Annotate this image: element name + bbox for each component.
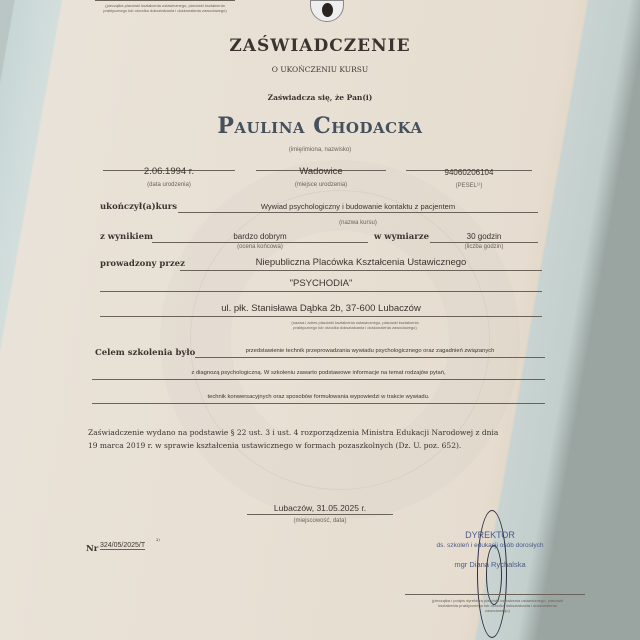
birth-place-caption: (miejsce urodzenia) [294, 182, 348, 188]
intro-text: Zaświadcza się, że Pan(i) [267, 93, 373, 102]
place-date: Lubaczów, 31.05.2025 r. [273, 503, 367, 513]
hours-label: w wymiarze [374, 232, 429, 242]
signature-caption: (pieczątka i podpis dyrektora placówki kształcenia ustawicznego, placówki kształcenia praktycznego lub ośrodka dokształcania i doskonalenia zawodowego) [431, 598, 564, 613]
goal-line-2: z diagnozą psychologiczną. W szkoleniu zawarto podstawowe informacje na temat rodzajów pytań, [191, 370, 446, 376]
course-name: Wywiad psychologiczny i budowanie kontaktu z pacjentem [260, 202, 456, 211]
director-name: mgr Diana Rychalska [454, 560, 526, 569]
name-caption: (imię/imiona, nazwisko) [288, 147, 352, 153]
birth-place: Wadowice [299, 166, 343, 177]
stamp-line [95, 0, 235, 1]
certificate-subtitle: O UKOŃCZENIU KURSU [271, 65, 369, 74]
pesel-caption: (PESEL¹⁾) [455, 183, 483, 189]
place-date-caption: (miejscowość, data) [293, 518, 347, 524]
result-label: z wynikiem [100, 232, 153, 242]
signature-loop-icon [486, 545, 502, 605]
person-name: Paulina Chodacka [217, 113, 423, 139]
birth-date: 2.06.1994 r. [143, 166, 195, 177]
result-caption: (ocena końcowa) [237, 244, 283, 250]
provider-address: ul. płk. Stanisława Dąbka 2b, 37-600 Lubaczów [221, 303, 421, 314]
birth-date-caption: (data urodzenia) [147, 182, 191, 188]
owl-logo [310, 0, 344, 22]
result-value: bardzo dobrym [233, 232, 287, 241]
provider-caption: (nazwa i adres placówki kształcenia ustawicznego, placówki kształcenia praktycznego lub ośrodka dokształcania i doskonalenia zawodowego) [291, 320, 419, 330]
provider-name: Niepubliczna Placówka Kształcenia Ustawicznego [255, 257, 467, 268]
hours-caption: (liczba godzin) [464, 244, 504, 250]
certificate-title: ZAŚWIADCZENIE [229, 36, 411, 56]
stamp-caption: (pieczątka placówki kształcenia ustawicznego, placówki kształcenia praktycznego lub ośrodka dokształcania i doskonalenia zawodowego) [103, 3, 227, 13]
provider-brand: "PSYCHODIA" [289, 278, 353, 289]
completed-label: ukończył(a)kurs [100, 202, 178, 212]
provider-label: prowadzony przez [100, 259, 185, 269]
goal-label: Celem szkolenia było [95, 348, 196, 358]
hours-value: 30 godzin [466, 232, 502, 241]
goal-line-3: technik konwersacyjnych oraz sposobów formułowania wypowiedzi w trakcie wywiadu. [207, 394, 430, 400]
director-department: ds. szkoleń i edukacji osób dorosłych [436, 542, 544, 549]
pesel: 94060206104 [444, 168, 494, 177]
certificate-number: 324/05/2025/T [100, 542, 146, 549]
legal-basis-line-1: Zaświadczenie wydano na podstawie § 22 ust. 3 i ust. 4 rozporządzenia Ministra Edukacji Narodowej z dnia [88, 428, 499, 437]
nr-label: Nr [86, 544, 99, 554]
course-name-caption: (nazwa kursu) [339, 220, 377, 226]
goal-line-1: przedstawienie technik przeprowadzania wywiadu psychologicznego oraz zagadnień związanych [245, 348, 495, 354]
legal-basis-line-2: 19 marca 2019 r. w sprawie kształcenia ustawicznego w formach pozaszkolnych (Dz. U. poz. 652). [88, 441, 462, 450]
nr-footnote: ²⁾ [156, 538, 160, 545]
director-title: DYREKTOR [465, 530, 515, 540]
